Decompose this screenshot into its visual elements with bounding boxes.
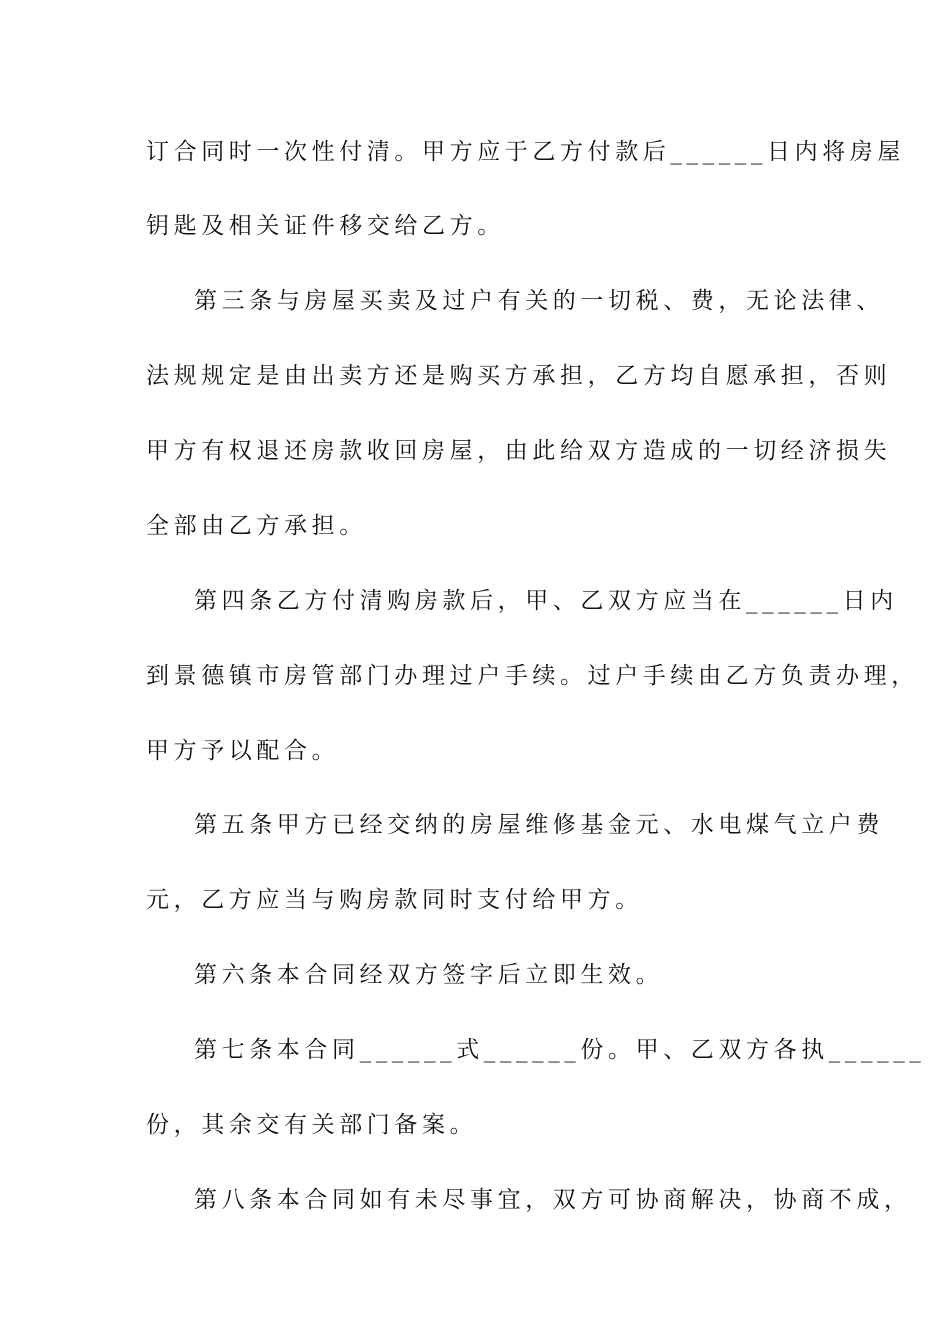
paragraph-article-7: 第七条本合同______式______份。甲、乙双方各执______ bbox=[194, 1037, 926, 1063]
paragraph-article-5: 第五条甲方已经交纳的房屋维修基金元、水电煤气立户费 bbox=[194, 812, 884, 838]
text-line: 甲方予以配合。 bbox=[146, 738, 340, 764]
text-line: 全部由乙方承担。 bbox=[146, 513, 367, 539]
paragraph-article-6: 第六条本合同经双方签字后立即生效。 bbox=[194, 962, 664, 988]
text-line: 甲方有权退还房款收回房屋，由此给双方造成的一切经济损失 bbox=[146, 438, 892, 464]
text-line: 订合同时一次性付清。甲方应于乙方付款后______日内将房屋 bbox=[146, 139, 905, 165]
text-line: 到景德镇市房管部门办理过户手续。过户手续由乙方负责办理， bbox=[146, 663, 919, 689]
text-line: 法规规定是由出卖方还是购买方承担，乙方均自愿承担，否则 bbox=[146, 363, 892, 389]
text-line: 份，其余交有关部门备案。 bbox=[146, 1112, 478, 1138]
paragraph-article-3: 第三条与房屋买卖及过户有关的一切税、费，无论法律、 bbox=[194, 288, 884, 314]
text-line: 钥匙及相关证件移交给乙方。 bbox=[146, 213, 505, 239]
paragraph-article-8: 第八条本合同如有未尽事宜，双方可协商解决，协商不成， bbox=[194, 1187, 912, 1213]
paragraph-article-4: 第四条乙方付清购房款后，甲、乙双方应当在______日内 bbox=[194, 588, 898, 614]
text-line: 元，乙方应当与购房款同时支付给甲方。 bbox=[146, 887, 643, 913]
